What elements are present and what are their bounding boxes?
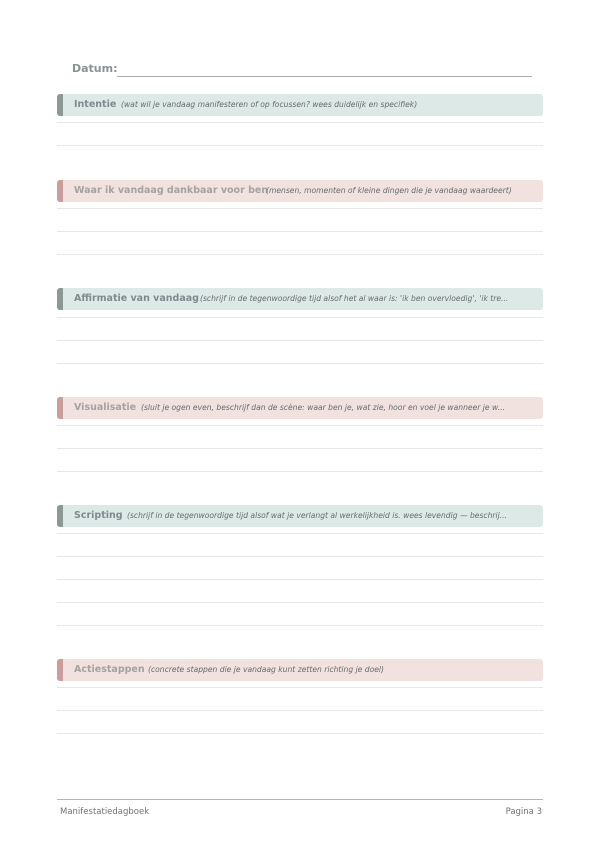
section-hint: (schrijf in de tegenwoordige tijd alsof wat je verlangt al werkelijkheid is. wees levendig — beschrij... [127, 511, 507, 520]
writing-line[interactable] [57, 471, 543, 472]
writing-line[interactable] [57, 340, 543, 341]
writing-line[interactable] [57, 145, 543, 146]
section-affirmatie [57, 288, 543, 310]
section-hint: (mensen, momenten of kleine dingen die je vandaag waardeert) [266, 186, 512, 195]
section-title: Visualisatie [74, 402, 137, 413]
section-hint: (wat wil je vandaag manifesteren of op focussen? wees duidelijk en specifiek) [121, 100, 418, 109]
section-accent-bar [57, 659, 63, 681]
section-scripting [57, 505, 543, 527]
section-title: Waar ik vandaag dankbaar voor ben [74, 185, 269, 196]
section-hint: (schrijf in de tegenwoordige tijd alsof het al waar is: 'ik ben overvloedig', 'ik tre... [200, 294, 509, 303]
writing-line[interactable] [57, 363, 543, 364]
writing-line[interactable] [57, 448, 543, 449]
section-title: Affirmatie van vandaag [74, 293, 199, 304]
section-title: Intentie [74, 99, 117, 110]
writing-line[interactable] [57, 533, 543, 534]
section-dankbaar [57, 180, 543, 202]
writing-line[interactable] [57, 602, 543, 603]
writing-line[interactable] [57, 254, 543, 255]
writing-line[interactable] [57, 733, 543, 734]
date-input-line[interactable] [117, 76, 532, 77]
section-accent-bar [57, 505, 63, 527]
section-visualisatie [57, 397, 543, 419]
writing-line[interactable] [57, 208, 543, 209]
date-field[interactable] [72, 62, 532, 80]
writing-line[interactable] [57, 556, 543, 557]
footer-title: Manifestatiedagboek [60, 807, 150, 817]
section-title: Scripting [74, 510, 123, 521]
section-actiestappen [57, 659, 543, 681]
writing-line[interactable] [57, 579, 543, 580]
writing-line[interactable] [57, 687, 543, 688]
footer-divider [57, 799, 543, 800]
writing-line[interactable] [57, 425, 543, 426]
writing-line[interactable] [57, 710, 543, 711]
writing-line[interactable] [57, 625, 543, 626]
section-hint: (concrete stappen die je vandaag kunt zetten richting je doel) [148, 665, 384, 674]
section-accent-bar [57, 180, 63, 202]
writing-line[interactable] [57, 231, 543, 232]
writing-line[interactable] [57, 317, 543, 318]
date-label: Datum: [72, 62, 118, 75]
section-accent-bar [57, 288, 63, 310]
section-hint: (sluit je ogen even, beschrijf dan de scène: waar ben je, wat zie, hoor en voel je wanneer je w... [141, 403, 505, 412]
section-intentie [57, 94, 543, 116]
page-number: Pagina 3 [505, 807, 542, 817]
section-title: Actiestappen [74, 664, 145, 675]
writing-line[interactable] [57, 122, 543, 123]
section-accent-bar [57, 94, 63, 116]
section-accent-bar [57, 397, 63, 419]
